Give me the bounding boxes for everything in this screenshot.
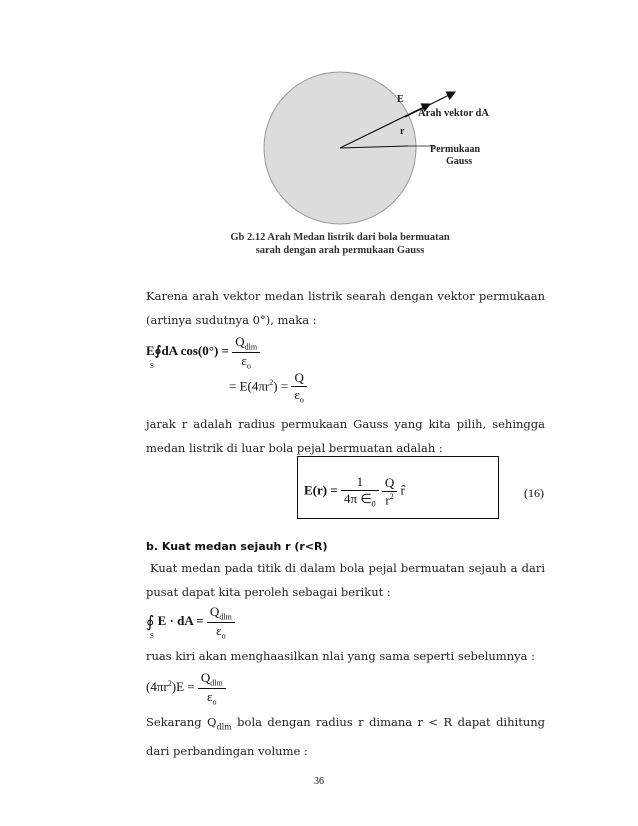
figure-label-da: Arah vektor dA — [418, 108, 489, 119]
equation-16: E(r) = $\frac{1}{4\pi \in_0}$ $\frac{Q}{r^2}$ r̂ — [304, 474, 405, 509]
paragraph-4: ruas kiri akan menghaasilkan nlai yang sama seperti sebelumnya : — [146, 649, 535, 663]
page-number: 36 — [314, 776, 324, 787]
equation-3: ∮ E · dA = $\frac{Q_{dlm}}{\varepsilon_o}$ — [146, 604, 235, 640]
paragraph-1: Karena arah vektor medan listrik searah dengan vektor permukaan (artinya sudutnya 0°), maka : — [146, 289, 545, 327]
equation-1 — [146, 334, 260, 370]
figure-caption-line1: Gb 2.12 Arah Medan listrik dari bola bermuatan — [230, 232, 450, 243]
eq2-fraction: $\frac{Q}{\varepsilon_o}$ — [291, 370, 306, 405]
figure-label-surface-2: Gauss — [446, 156, 473, 167]
paragraph-2: jarak r adalah radius permukaan Gauss yang kita pilih, sehingga medan listrik di luar bola pejal bermuatan adalah : — [146, 417, 545, 455]
figure-caption-line2: sarah dengan arah permukaan Gauss — [255, 245, 425, 256]
eq3-fraction: $\frac{Q_{dlm}}{\varepsilon_o}$ — [207, 604, 235, 640]
section-heading-b: b. Kuat medan sejauh r (r<R) — [146, 540, 328, 553]
figure-label-e: E — [397, 94, 404, 105]
contour-integral-symbol: ∮ — [146, 614, 155, 632]
figure-label-surface-1: Permukaan — [430, 144, 480, 155]
eq16-fraction-2: $\frac{Q}{r^2}$ — [382, 475, 397, 508]
equation-16-number: (16) — [524, 486, 544, 500]
paragraph-5: Sekarang $Q_{dlm}$ bola dengan radius r dimana r < R dapat dihitung dari perbandingan volume : — [146, 715, 545, 759]
equation-4: $(4\pi r^2)E$ = $\frac{Q_{dlm}}{\varepsilon_o}$ — [146, 670, 226, 706]
eq1-fraction: $\frac{Q_{dlm}}{\varepsilon_o}$ — [232, 334, 260, 370]
eq1-lhs: E∮dA cos(0°) = — [146, 343, 229, 359]
equation-2: = $E(4\pi r^2)$ = $\frac{Q}{\varepsilon_o}$ — [229, 370, 307, 405]
eq16-fraction-1: $\frac{1}{4\pi \in_0}$ — [341, 474, 379, 509]
figure-label-r: r — [400, 126, 405, 137]
gauss-sphere-figure — [260, 70, 560, 230]
eq1-surface-subscript: S — [150, 362, 154, 370]
paragraph-3: Kuat medan pada titik di dalam bola pejal bermuatan sejauh a dari pusat dapat kita peroleh sebagai berikut : — [146, 561, 545, 599]
eq4-fraction: $\frac{Q_{dlm}}{\varepsilon_o}$ — [198, 670, 226, 706]
eq3-surface-subscript: S — [150, 632, 154, 640]
